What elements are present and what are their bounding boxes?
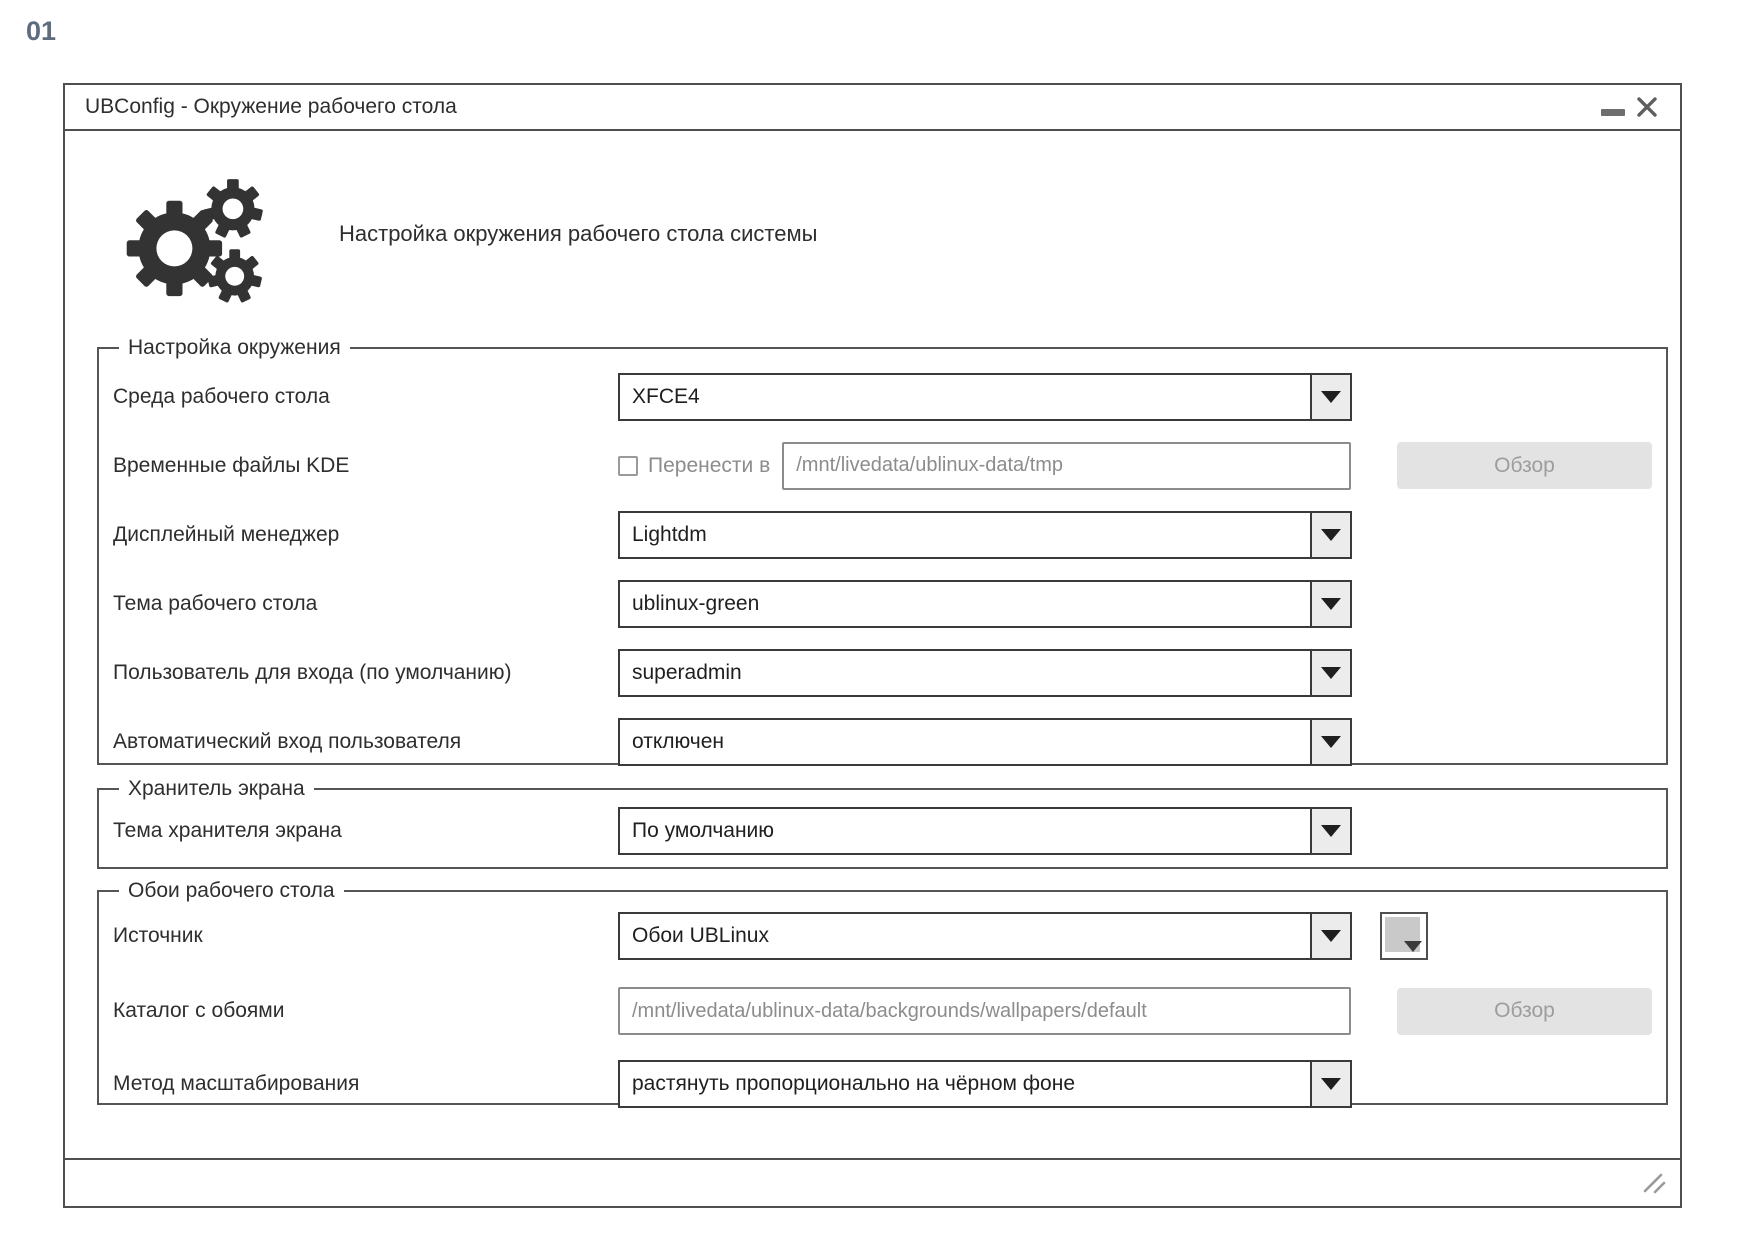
chevron-down-icon [1321, 667, 1341, 679]
login-user-dropdown-button[interactable] [1310, 651, 1350, 695]
wallpaper-section [97, 879, 1668, 1105]
chevron-down-icon [1321, 1078, 1341, 1090]
auto-login-combobox[interactable] [618, 718, 1352, 766]
wallpaper-directory-input[interactable] [618, 987, 1351, 1035]
environment-section [97, 336, 1668, 765]
page-number-label: 01 [26, 16, 57, 46]
auto-login-dropdown-button[interactable] [1310, 720, 1350, 764]
desktop-environment-row [113, 362, 1652, 431]
gears-icon [115, 161, 277, 307]
display-manager-row [113, 500, 1652, 569]
status-bar [65, 1158, 1680, 1206]
chevron-down-icon [1321, 736, 1341, 748]
screensaver-section [97, 777, 1668, 869]
desktop-theme-label: Тема рабочего стола [113, 591, 318, 615]
desktop-theme-combobox[interactable] [618, 580, 1352, 628]
display-manager-label: Дисплейный менеджер [113, 522, 340, 546]
wallpaper-directory-browse-button[interactable]: Обзор [1397, 988, 1652, 1035]
login-user-row [113, 638, 1652, 707]
close-icon [1634, 94, 1660, 120]
desktop-environment-dropdown-button[interactable] [1310, 375, 1350, 419]
minimize-button[interactable] [1596, 87, 1630, 127]
desktop-theme-row [113, 569, 1652, 638]
close-button[interactable] [1630, 87, 1664, 127]
kde-tmp-label: Временные файлы KDE [113, 453, 350, 477]
kde-tmp-browse-button[interactable]: Обзор [1397, 442, 1652, 489]
auto-login-row [113, 707, 1652, 776]
screensaver-theme-value: По умолчанию [632, 819, 775, 842]
desktop-environment-combobox[interactable] [618, 373, 1352, 421]
environment-section-legend: Настройка окружения [128, 336, 341, 359]
login-user-combobox[interactable] [618, 649, 1352, 697]
desktop-theme-dropdown-button[interactable] [1310, 582, 1350, 626]
ubconfig-window [63, 83, 1682, 1208]
auto-login-label: Автоматический вход пользователя [113, 729, 462, 753]
login-user-label: Пользователь для входа (по умолчанию) [113, 660, 512, 684]
chevron-down-icon [1321, 825, 1341, 837]
header [65, 131, 1680, 336]
desktop-environment-value: XFCE4 [632, 384, 700, 408]
login-user-value: superadmin [632, 660, 742, 684]
screensaver-theme-row [113, 803, 1652, 859]
wallpaper-source-dropdown-button[interactable] [1310, 914, 1350, 958]
screensaver-section-legend: Хранитель экрана [128, 777, 305, 800]
wallpaper-source-value: Обои UBLinux [632, 924, 769, 947]
header-description: Настройка окружения рабочего стола системы [339, 220, 818, 246]
desktop-environment-label: Среда рабочего стола [113, 384, 330, 408]
chevron-down-icon [1321, 930, 1341, 942]
kde-tmp-row [113, 431, 1652, 500]
screensaver-theme-combobox[interactable] [618, 807, 1352, 855]
auto-login-value: отключен [632, 729, 725, 753]
scaling-method-value: растянуть пропорционально на чёрном фоне [632, 1072, 1076, 1095]
minimize-icon [1601, 109, 1625, 116]
scaling-method-row [113, 1055, 1652, 1113]
display-manager-value: Lightdm [632, 522, 707, 546]
scaling-method-combobox[interactable] [618, 1060, 1352, 1108]
move-kde-tmp-checkbox[interactable] [618, 456, 638, 476]
screensaver-theme-label: Тема хранителя экрана [113, 819, 342, 842]
background-color-picker-button[interactable] [1380, 912, 1428, 960]
wallpaper-section-legend: Обои рабочего стола [128, 879, 335, 902]
window-title: UBConfig - Окружение рабочего стола [85, 95, 457, 118]
chevron-down-icon [1321, 391, 1341, 403]
desktop-theme-value: ublinux-green [632, 591, 760, 615]
chevron-down-icon [1321, 598, 1341, 610]
display-manager-combobox[interactable] [618, 511, 1352, 559]
wallpaper-directory-row [113, 967, 1652, 1055]
titlebar [65, 85, 1680, 131]
display-manager-dropdown-button[interactable] [1310, 513, 1350, 557]
scaling-method-label: Метод масштабирования [113, 1072, 360, 1095]
resize-grip[interactable] [1642, 1170, 1668, 1196]
screensaver-theme-dropdown-button[interactable] [1310, 809, 1350, 853]
kde-tmp-path-input[interactable] [782, 442, 1351, 490]
move-kde-tmp-checkbox-label: Перенести в [648, 453, 771, 477]
wallpaper-directory-label: Каталог с обоями [113, 999, 285, 1022]
chevron-down-icon [1404, 941, 1422, 952]
wallpaper-source-label: Источник [113, 924, 203, 947]
wallpaper-source-row [113, 905, 1652, 967]
chevron-down-icon [1321, 529, 1341, 541]
wallpaper-source-combobox[interactable] [618, 912, 1352, 960]
scaling-method-dropdown-button[interactable] [1310, 1062, 1350, 1106]
